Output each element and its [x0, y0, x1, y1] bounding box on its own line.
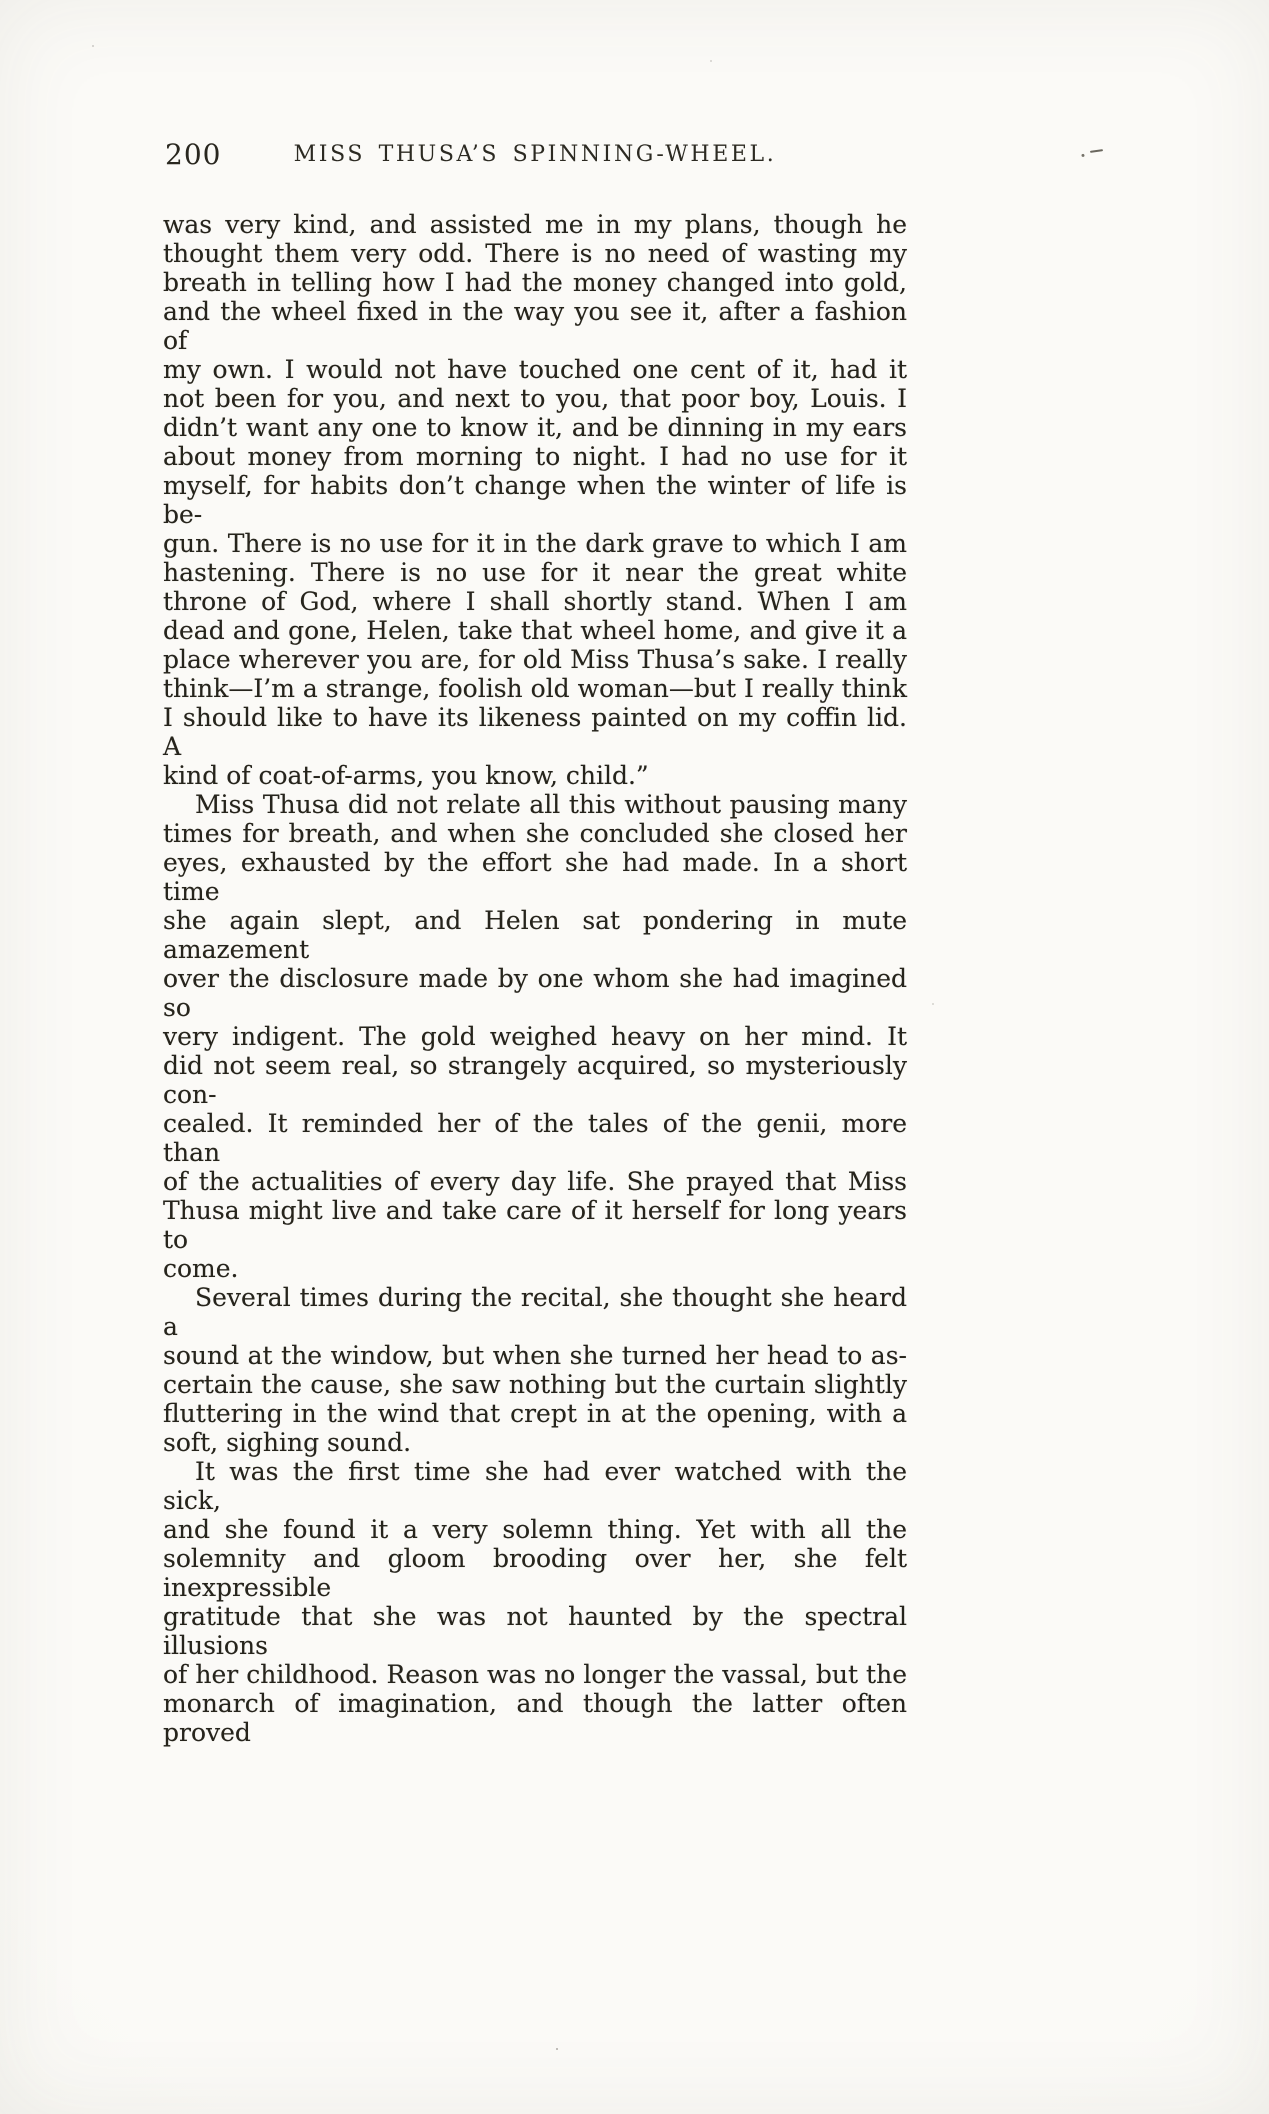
text-line: did not seem real, so strangely acquired, so mysteriously con- [163, 1051, 907, 1109]
text-line: my own. I would not have touched one cent of it, had it [163, 355, 907, 384]
scan-speck [92, 45, 94, 47]
text-line: Miss Thusa did not relate all this without pausing many [195, 790, 907, 819]
text-line: cealed. It reminded her of the tales of the genii, more than [163, 1109, 907, 1167]
page-number: 200 [165, 138, 222, 171]
scan-artifact-mark [1090, 149, 1103, 153]
text-line: fluttering in the wind that crept in at the opening, with a [163, 1399, 907, 1428]
text-line: eyes, exhausted by the effort she had made. In a short time [163, 848, 907, 906]
text-line: solemnity and gloom brooding over her, she felt inexpressible [163, 1544, 907, 1602]
scan-speck [710, 60, 712, 62]
paragraph [163, 1283, 907, 1457]
text-line: gratitude that she was not haunted by the spectral illusions [163, 1602, 907, 1660]
text-line: soft, sighing sound. [163, 1428, 412, 1457]
text-line: not been for you, and next to you, that poor boy, Louis. I [163, 384, 907, 413]
text-line: dead and gone, Helen, take that wheel home, and give it a [163, 616, 907, 645]
text-line: It was the first time she had ever watched with the sick, [163, 1457, 907, 1515]
text-line: didn’t want any one to know it, and be dinning in my ears [163, 413, 907, 442]
text-line: Several times during the recital, she thought she heard a [163, 1283, 907, 1341]
text-line: of her childhood. Reason was no longer the vassal, but the [163, 1660, 907, 1689]
text-line: was very kind, and assisted me in my plans, though he [163, 210, 907, 239]
text-line: throne of God, where I shall shortly stand. When I am [163, 587, 907, 616]
text-line: monarch of imagination, and though the latter often proved [163, 1689, 907, 1747]
text-line: of the actualities of every day life. She prayed that Miss [163, 1167, 907, 1196]
text-line: think—I’m a strange, foolish old woman—but I really think [163, 674, 907, 703]
text-line: she again slept, and Helen sat pondering in mute amazement [163, 906, 907, 964]
text-line: I should like to have its likeness painted on my coffin lid. A [163, 703, 907, 761]
text-line: and the wheel fixed in the way you see it, after a fashion of [163, 297, 907, 355]
text-line: and she found it a very solemn thing. Yet with all the [163, 1515, 907, 1544]
text-line: very indigent. The gold weighed heavy on her mind. It [163, 1022, 907, 1051]
text-line: gun. There is no use for it in the dark grave to which I am [163, 529, 907, 558]
text-line: kind of coat-of-arms, you know, child.” [163, 761, 649, 790]
paragraph [163, 1457, 907, 1747]
text-line: thought them very odd. There is no need of wasting my [163, 239, 907, 268]
text-line: place wherever you are, for old Miss Thusa’s sake. I really [163, 645, 907, 674]
text-line: Thusa might live and take care of it herself for long years to [163, 1196, 907, 1254]
paragraph [163, 210, 907, 790]
scan-speck [556, 2048, 558, 2050]
text-body [163, 210, 907, 1747]
page-header [163, 138, 907, 172]
text-block [163, 138, 907, 1747]
text-line: over the disclosure made by one whom she had imagined so [163, 964, 907, 1022]
text-line: come. [163, 1254, 239, 1283]
text-line: breath in telling how I had the money changed into gold, [163, 268, 907, 297]
paragraph [163, 790, 907, 1283]
text-line: sound at the window, but when she turned her head to as- [163, 1341, 907, 1370]
running-title: MISS THUSA’S SPINNING-WHEEL. [293, 142, 777, 167]
scan-speck [932, 1003, 934, 1005]
text-line: certain the cause, she saw nothing but the curtain slightly [163, 1370, 907, 1399]
text-line: times for breath, and when she concluded she closed her [163, 819, 907, 848]
text-line: about money from morning to night. I had no use for it [163, 442, 907, 471]
text-line: myself, for habits don’t change when the winter of life is be- [163, 471, 907, 529]
text-line: hastening. There is no use for it near the great white [163, 558, 907, 587]
